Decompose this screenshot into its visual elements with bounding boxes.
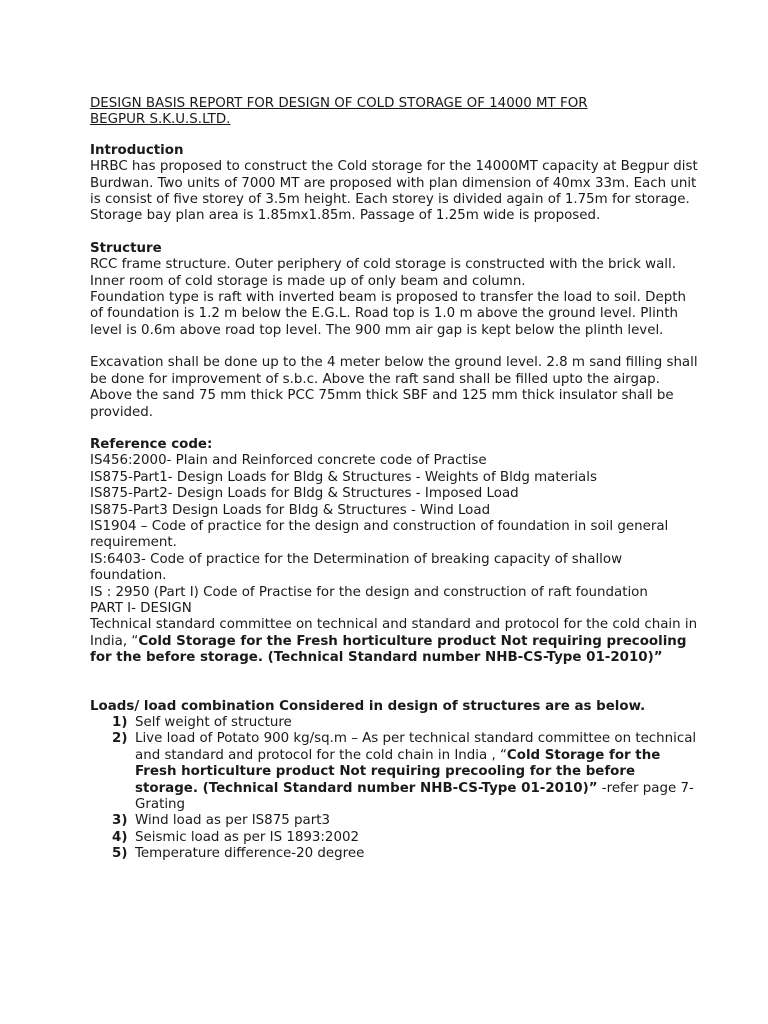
list-item — [90, 731, 700, 813]
structure-heading: Structure — [90, 240, 162, 256]
structure-paragraph-1: RCC frame structure. Outer periphery of cold storage is constructed with the brick wall. Inner room of cold storage is made up of only beam and column. — [90, 257, 676, 289]
technical-standard-title: Cold Storage for the Fresh horticulture product Not requiring precooling for the before storage. (Technical Standard number NHB-CS-Type 01-2010)” — [90, 633, 687, 666]
report-title — [90, 96, 700, 129]
list-number: 2) — [112, 731, 128, 747]
list-text-suffix: -refer page 7- Grating — [135, 780, 694, 813]
reference-item: IS456:2000- Plain and Reinforced concrete code of Practise — [90, 453, 487, 469]
title-line-1: DESIGN BASIS REPORT FOR DESIGN OF COLD STORAGE OF 14000 MT FOR — [90, 96, 588, 111]
list-text: Temperature difference-20 degree — [135, 846, 365, 862]
reference-item: IS875-Part1- Design Loads for Bldg & Structures - Weights of Bldg materials — [90, 469, 597, 485]
reference-heading: Reference code: — [90, 436, 213, 452]
list-text: Self weight of structure — [135, 715, 292, 730]
introduction-text: HRBC has proposed to construct the Cold storage for the 14000MT capacity at Begpur dist Burdwan. Two units of 7000 MT are proposed with plan dimension of 40mx 33m. Each unit is consist of five storey of 3.5m height. Each storey is divided again of 1.75m for storage. Storage bay plan area is 1.85mx1.85m. Passage of 1.25m wide is proposed. — [90, 159, 698, 224]
reference-item: IS:6403- Code of practice for the Determination of breaking capacity of shallow foundation. — [90, 551, 623, 584]
technical-standard-prefix: Technical standard committee on technical and standard and protocol for the cold chain in India, “ — [90, 617, 698, 649]
list-number: 1) — [112, 715, 128, 730]
list-item — [90, 830, 700, 846]
structure-paragraph-3: Excavation shall be done up to the 4 meter below the ground level. 2.8 m sand filling shall be done for improvement of s.b.c. Above the raft sand shall be filled upto the airgap. Above the sand 75 mm thick PCC 75mm thick SBF and 125 mm thick insulator shall be provided. — [90, 355, 698, 420]
title-line-2: BEGPUR S.K.U.S.LTD. — [90, 112, 231, 128]
list-item — [90, 715, 700, 731]
reference-item: IS875-Part2- Design Loads for Bldg & Structures - Imposed Load — [90, 486, 519, 502]
loads-heading: Loads/ load combination Considered in design of structures are as below. — [90, 698, 646, 714]
technical-standard-reference — [90, 617, 700, 666]
structure-paragraph-2: Foundation type is raft with inverted beam is proposed to transfer the load to soil. Depth of foundation is 1.2 m below the E.G.L. Road top is 1.0 m above the ground level. Plinth level is 0.6m above road top level. The 900 mm air gap is kept below the plinth level. — [90, 290, 686, 338]
list-text-bold: Cold Storage for the Fresh horticulture product Not requiring precooling for the before storage. (Technical Standard number NHB-CS-Type 01-2010)” — [135, 747, 661, 796]
reference-item: IS : 2950 (Part I) Code of Practise for the design and construction of raft foundation — [90, 584, 648, 600]
introduction-heading: Introduction — [90, 142, 184, 158]
list-text: Wind load as per IS875 part3 — [135, 813, 330, 829]
reference-item: IS1904 – Code of practice for the design and construction of foundation in soil general requirement. — [90, 518, 669, 551]
reference-item: PART I- DESIGN — [90, 600, 192, 616]
list-item — [90, 846, 700, 862]
list-text: Seismic load as per IS 1893:2002 — [135, 829, 360, 845]
document-body — [90, 96, 700, 863]
list-number: 4) — [112, 829, 128, 845]
list-number: 3) — [112, 813, 128, 829]
list-number: 5) — [112, 846, 128, 862]
list-text-prefix: Live load of Potato 900 kg/sq.m – As per technical standard committee on technical and standard and protocol for the cold chain in India , “ — [135, 731, 697, 763]
loads-list — [90, 715, 700, 863]
list-item — [90, 813, 700, 829]
reference-item: IS875-Part3 Design Loads for Bldg & Structures - Wind Load — [90, 502, 491, 518]
